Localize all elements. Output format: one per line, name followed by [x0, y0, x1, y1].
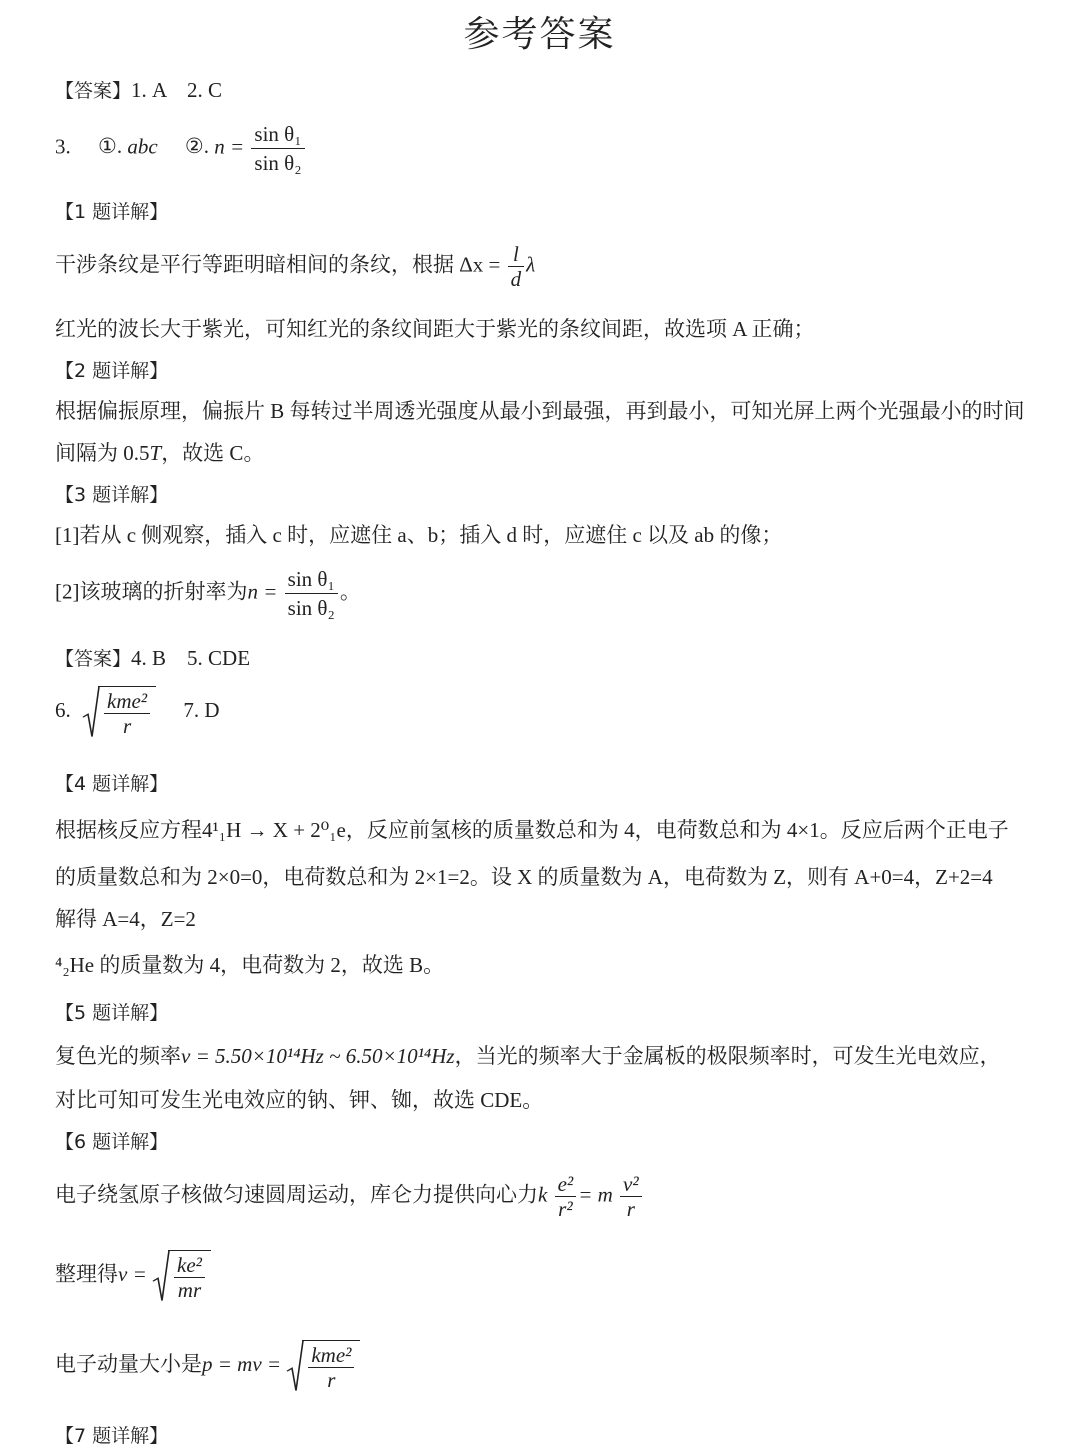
- detail-2-T: T: [149, 441, 162, 465]
- q3-fraction: [251, 120, 304, 177]
- p-eq: p = mv =: [202, 1351, 282, 1376]
- centripetal-fraction: [620, 1172, 642, 1221]
- q6-den: r: [122, 714, 132, 738]
- detail-3-text: [2]该玻璃的折射率为: [55, 579, 248, 604]
- detail-3-line2: [55, 565, 361, 622]
- detail-2-line2: [55, 439, 264, 467]
- answer-q3: [55, 120, 307, 177]
- sqrt-num: kme²: [308, 1343, 354, 1368]
- detail-3-end: 。: [339, 579, 361, 604]
- detail-1-header: [55, 197, 168, 226]
- detail-2-text-b: ，故选 C。: [161, 441, 265, 465]
- detail-3-header: [55, 480, 168, 509]
- radical-icon: [286, 1340, 304, 1392]
- page-title: 参考答案: [463, 14, 616, 55]
- answer-tag: 【答案】: [55, 648, 132, 670]
- detail-6-text: 电子绕氢原子核做匀速圆周运动，库仑力提供向心力: [55, 1182, 538, 1207]
- frac-den: r: [626, 1197, 635, 1221]
- frac-num: v²: [620, 1172, 642, 1197]
- detail-6-line3: [55, 1340, 360, 1392]
- detail-4-line4: ⁴₂He 的质量数为 4，电荷数为 2，故选 B。: [55, 953, 445, 977]
- detail-3-title: 【3 题详解】: [55, 484, 169, 506]
- q3-part1-label: ①.: [98, 134, 128, 159]
- q7-answer: 7. D: [183, 697, 220, 722]
- detail-2-line1: 根据偏振原理，偏振片 B 每转过半周透光强度从最小到最强，再到最小，可知光屏上两个光强最小的时间: [55, 399, 1025, 423]
- detail-6-text2: 整理得: [55, 1261, 118, 1286]
- detail-3-numerator: sin θ₁: [285, 565, 338, 594]
- lambda: λ: [526, 252, 536, 277]
- answer-q6: [55, 686, 220, 738]
- radical-icon: [82, 686, 100, 738]
- detail-5-title: 【5 题详解】: [55, 1002, 169, 1024]
- detail-2-title: 【2 题详解】: [55, 360, 169, 382]
- q6-number: 6.: [55, 697, 71, 722]
- detail-3-denominator: sin θ₂: [287, 596, 335, 620]
- sqrt-num: ke²: [174, 1253, 205, 1278]
- coulomb-fraction: [555, 1172, 577, 1221]
- detail-3-line1: [1]若从 c 侧观察，插入 c 时，应遮住 a、b；插入 d 时，应遮住 c 以及 ab 的像；: [55, 523, 783, 547]
- detail-5-line2: 对比可知可发生光电效应的钠、钾、铷，故选 CDE。: [55, 1088, 544, 1112]
- q3-part2-label: ②.: [184, 134, 215, 159]
- detail-4-title: 【4 题详解】: [55, 773, 169, 795]
- detail-4-line1: [55, 816, 1009, 844]
- detail-1-fraction: [508, 242, 525, 291]
- answer-line-1: [55, 76, 222, 105]
- detail-1-line1: [55, 242, 535, 291]
- p-sqrt: [286, 1340, 360, 1392]
- sqrt-den: r: [327, 1368, 336, 1392]
- detail-6-title: 【6 题详解】: [55, 1131, 169, 1153]
- q3-denominator: sin θ₂: [254, 151, 302, 175]
- detail-6-line1: [55, 1172, 644, 1221]
- detail-4-header: [55, 769, 168, 798]
- q6-num: kme²: [104, 689, 150, 714]
- detail-5-text-b: ，当光的频率大于金属板的极限频率时，可发生光电效应，: [454, 1044, 1001, 1068]
- sqrt-den: mr: [177, 1278, 202, 1302]
- k-symbol: k: [538, 1182, 548, 1207]
- detail-6-text3: 电子动量大小是: [55, 1351, 202, 1376]
- detail-6-header: [55, 1127, 168, 1156]
- frac-den: r²: [558, 1197, 573, 1221]
- detail-2-text-a: 间隔为 0.5: [55, 441, 150, 465]
- detail-2-header: [55, 356, 168, 385]
- detail-5-equation: ν = 5.50×10¹⁴Hz ~ 6.50×10¹⁴Hz: [181, 1044, 455, 1068]
- detail-6-line2: [55, 1250, 211, 1302]
- detail-7-title: 【7 题详解】: [55, 1425, 169, 1447]
- detail-4-equation: 4¹₁H → X + 2⁰₁e: [202, 818, 346, 842]
- detail-5-line1: [55, 1042, 1001, 1070]
- equals-m: = m: [578, 1182, 613, 1207]
- detail-7-header: [55, 1421, 168, 1450]
- frac-den: d: [510, 267, 522, 291]
- detail-4-line3: 解得 A=4，Z=2: [55, 907, 196, 931]
- q3-number: 3.: [55, 134, 71, 159]
- q6-sqrt: [82, 686, 156, 738]
- detail-4-text-b: ，反应前氢核的质量数总和为 4，电荷数总和为 4×1。反应后两个正电子: [345, 818, 1009, 842]
- radical-icon: [152, 1250, 170, 1302]
- answer-text: 1. A 2. C: [131, 78, 223, 102]
- v-sqrt: [152, 1250, 211, 1302]
- q3-part1-value: abc: [127, 134, 158, 159]
- detail-1-dx: Δx =: [459, 252, 501, 277]
- frac-num: l: [508, 242, 525, 267]
- answer-tag: 【答案】: [55, 80, 132, 102]
- detail-1-text: 干涉条纹是平行等距明暗相间的条纹，根据: [55, 252, 454, 277]
- answer-line-2: [55, 644, 250, 673]
- detail-4-text-a: 根据核反应方程: [55, 818, 202, 842]
- detail-5-text-a: 复色光的频率: [55, 1044, 181, 1068]
- detail-3-fraction: [285, 565, 338, 622]
- q3-numerator: sin θ₁: [251, 120, 304, 149]
- v-eq: v =: [118, 1261, 147, 1286]
- frac-num: e²: [555, 1172, 577, 1197]
- detail-5-header: [55, 998, 168, 1027]
- answer-text: 4. B 5. CDE: [131, 646, 251, 670]
- detail-1-title: 【1 题详解】: [55, 201, 169, 223]
- detail-1-line2: 红光的波长大于紫光，可知红光的条纹间距大于紫光的条纹间距，故选项 A 正确；: [55, 317, 815, 341]
- q3-eq: n =: [214, 134, 245, 159]
- detail-3-eq: n =: [247, 579, 278, 604]
- detail-4-line2: 的质量数总和为 2×0=0，电荷数总和为 2×1=2。设 X 的质量数为 A，电荷数为 Z，则有 A+0=4，Z+2=4: [55, 865, 993, 889]
